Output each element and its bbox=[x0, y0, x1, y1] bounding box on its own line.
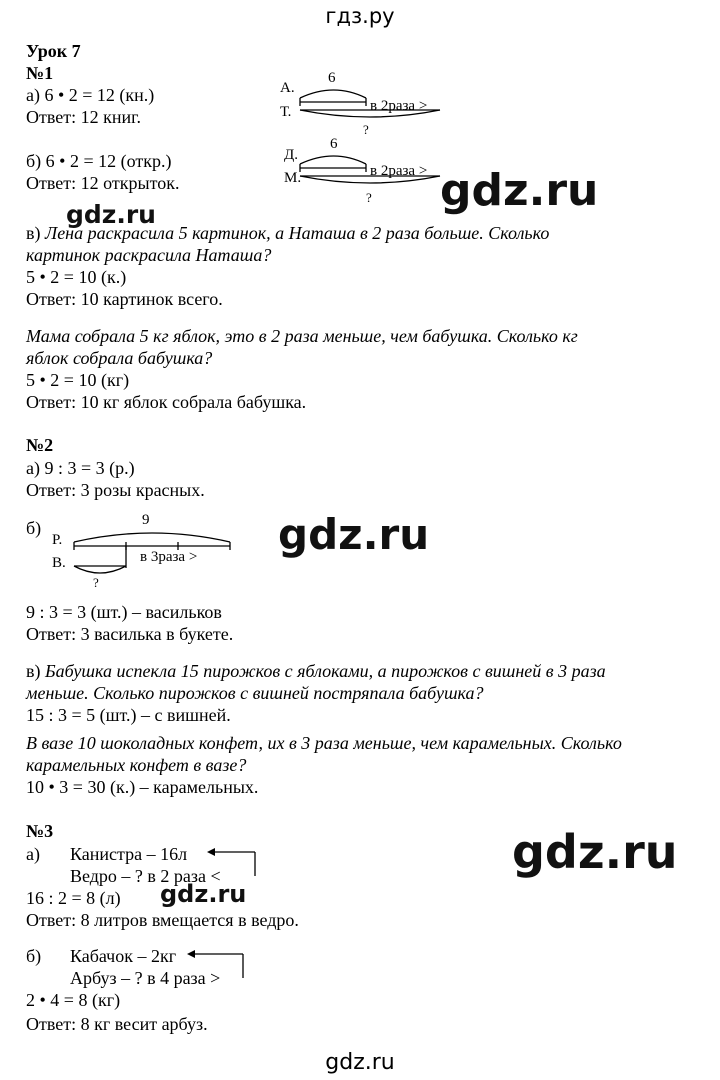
answer: Ответ: 8 литров вмещается в ведро. bbox=[26, 910, 299, 930]
given-row: Кабачок – 2кг bbox=[70, 946, 177, 966]
task1-v-problem1 bbox=[26, 222, 549, 244]
diagram-relation: в 3раза > bbox=[140, 549, 198, 565]
task3-number: №3 bbox=[26, 821, 54, 841]
watermark: gdz.ru bbox=[66, 200, 156, 229]
diagram-unknown: ? bbox=[93, 575, 99, 590]
calculation: 9 : 3 = 3 (шт.) – васильков bbox=[26, 602, 222, 622]
task1-number: №1 bbox=[26, 63, 54, 83]
diagram-value: 6 bbox=[328, 70, 336, 86]
diagram-unknown: ? bbox=[366, 190, 372, 205]
diagram-row-label: В. bbox=[52, 555, 66, 571]
diagram-value: 6 bbox=[330, 136, 338, 152]
diagram-relation: в 2раза > bbox=[370, 98, 428, 114]
given-row: Канистра – 16л bbox=[70, 844, 188, 864]
item-label: в) bbox=[26, 661, 41, 681]
diagram-row-label: А. bbox=[280, 80, 295, 96]
task2-a-answer: Ответ: 3 розы красных. bbox=[26, 480, 205, 500]
task2-a-calc: а) 9 : 3 = 3 (р.) bbox=[26, 458, 135, 478]
given-row: Ведро – ? в 2 раза < bbox=[70, 866, 221, 886]
problem-text: Лена раскрасила 5 картинок, а Наташа в 2 раза больше. Сколько bbox=[45, 223, 550, 243]
site-header: гдз.ру bbox=[325, 4, 395, 28]
calculation: 5 • 2 = 10 (к.) bbox=[26, 267, 127, 287]
watermark: gdz.ru bbox=[512, 825, 678, 879]
item-label: б) bbox=[26, 518, 42, 538]
watermark: gdz.ru bbox=[440, 165, 599, 216]
diagram-row-label: Д. bbox=[284, 147, 298, 163]
calculation: 5 • 2 = 10 (кг) bbox=[26, 370, 130, 390]
task2-v-problem1 bbox=[26, 660, 606, 682]
diagram-unknown: ? bbox=[363, 122, 369, 137]
task1-b-calc: б) 6 • 2 = 12 (откр.) bbox=[26, 151, 172, 171]
problem-text: В вазе 10 шоколадных конфет, их в 3 раза меньше, чем карамельных. Сколько bbox=[26, 733, 622, 753]
problem-text: Мама собрала 5 кг яблок, это в 2 раза меньше, чем бабушка. Сколько кг bbox=[26, 326, 578, 346]
problem-text: меньше. Сколько пирожков с вишней постряпала бабушка? bbox=[26, 683, 484, 703]
diagram-relation: в 2раза > bbox=[370, 163, 428, 179]
task2-number: №2 bbox=[26, 435, 54, 455]
problem-text: Бабушка испекла 15 пирожков с яблоками, а пирожков с вишней в 3 раза bbox=[45, 661, 606, 681]
footer-watermark: gdz.ru bbox=[325, 1050, 395, 1075]
task1-a-calc: а) 6 • 2 = 12 (кн.) bbox=[26, 85, 155, 105]
problem-text: яблок собрала бабушка? bbox=[26, 348, 213, 368]
answer: Ответ: 10 картинок всего. bbox=[26, 289, 223, 309]
diagram-row-label: Т. bbox=[280, 104, 292, 120]
answer: Ответ: 10 кг яблок собрала бабушка. bbox=[26, 392, 307, 412]
task1-b-answer: Ответ: 12 открыток. bbox=[26, 173, 180, 193]
calculation: 16 : 2 = 8 (л) bbox=[26, 888, 121, 908]
watermark: gdz.ru bbox=[278, 510, 430, 559]
problem-text: картинок раскрасила Наташа? bbox=[26, 245, 272, 265]
calculation: 2 • 4 = 8 (кг) bbox=[26, 990, 121, 1010]
given-row: Арбуз – ? в 4 раза > bbox=[70, 968, 221, 988]
diagram-row-label: М. bbox=[284, 170, 302, 186]
item-label: а) bbox=[26, 844, 40, 864]
item-label: в) bbox=[26, 223, 41, 243]
diagram-row-label: Р. bbox=[52, 532, 63, 548]
calculation: 15 : 3 = 5 (шт.) – с вишней. bbox=[26, 705, 231, 725]
task1-a-answer: Ответ: 12 книг. bbox=[26, 107, 141, 127]
arrow-icon bbox=[185, 944, 255, 984]
lesson-title: Урок 7 bbox=[26, 41, 81, 61]
item-label: б) bbox=[26, 946, 42, 966]
problem-text: карамельных конфет в вазе? bbox=[26, 755, 247, 775]
answer: Ответ: 3 василька в букете. bbox=[26, 624, 234, 644]
calculation: 10 • 3 = 30 (к.) – карамельных. bbox=[26, 777, 259, 797]
watermark: gdz.ru bbox=[160, 880, 247, 908]
diagram-value: 9 bbox=[142, 512, 150, 528]
answer: Ответ: 8 кг весит арбуз. bbox=[26, 1014, 208, 1034]
arrow-icon bbox=[205, 842, 265, 882]
